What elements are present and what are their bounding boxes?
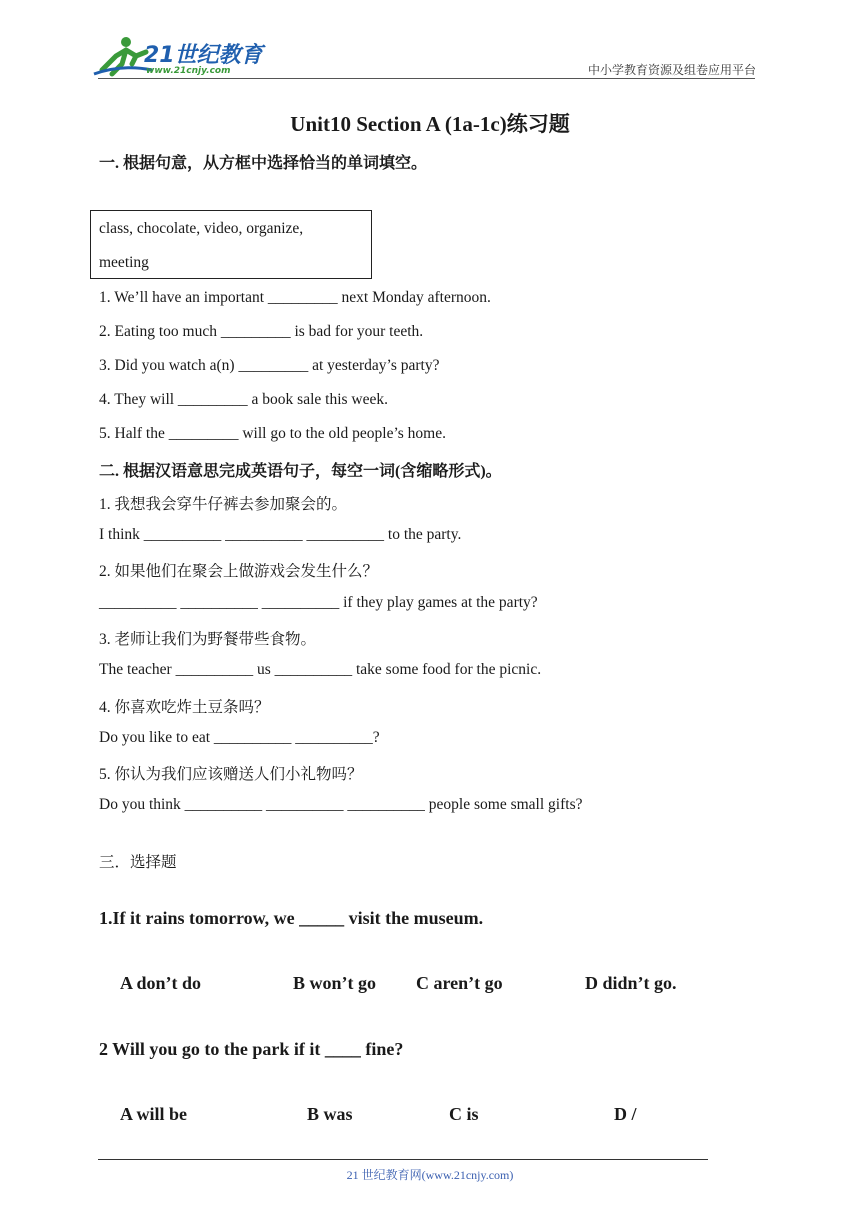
logo-text: 21世纪教育: [144, 43, 263, 68]
header-platform-text: 中小学教育资源及组卷应用平台: [587, 63, 756, 77]
part2-chinese: 4. 你喜欢吃炸土豆条吗？: [99, 699, 270, 716]
mc-option: B was: [307, 1104, 353, 1124]
part2-chinese: 5. 你认为我们应该赠送人们小礼物吗？: [99, 766, 363, 783]
part3-heading: 三．选择题: [99, 854, 177, 871]
mc-option: A don’t do: [120, 973, 202, 993]
part2-english: __________ __________ __________ if they play games at the party?: [99, 594, 538, 611]
part1-question: 5. Half the _________ will go to the old people’s home.: [99, 425, 446, 442]
header-divider: [98, 78, 755, 79]
word-box: [90, 210, 372, 279]
mc-option: B won’t go: [293, 973, 377, 993]
word-box-line: meeting: [99, 254, 149, 271]
part1-question: 2. Eating too much _________ is bad for your teeth.: [99, 323, 424, 340]
footer-divider: [98, 1159, 708, 1160]
mc-question: 1.If it rains tomorrow, we _____ visit the museum.: [99, 908, 484, 928]
mc-option: C is: [449, 1104, 479, 1124]
part2-english: I think __________ __________ __________ to the party.: [99, 526, 462, 543]
part1-question: 4. They will _________ a book sale this week.: [99, 391, 389, 408]
part2-english: The teacher __________ us __________ take some food for the picnic.: [99, 661, 542, 678]
part2-chinese: 3. 老师让我们为野餐带些食物。: [99, 631, 317, 648]
part2-chinese: 2. 如果他们在聚会上做游戏会发生什么？: [99, 563, 379, 580]
part2-english: Do you like to eat __________ __________?: [99, 729, 380, 746]
part2-english: Do you think __________ __________ __________ people some small gifts?: [99, 796, 583, 813]
part2-heading: 二. 根据汉语意思完成英语句子，每空一词(含缩略形式)。: [99, 463, 502, 480]
word-box-line: class, chocolate, video, organize,: [99, 220, 304, 237]
mc-option: D didn’t go.: [585, 973, 677, 993]
site-logo: [92, 34, 262, 80]
logo-url-text: www.21cnjy.com: [146, 66, 231, 76]
mc-option: A will be: [120, 1104, 188, 1124]
mc-question: 2 Will you go to the park if it ____ fine?: [99, 1039, 404, 1059]
page-title: Unit10 Section A (1a-1c)练习题: [290, 112, 570, 136]
part1-question: 3. Did you watch a(n) _________ at yesterday’s party?: [99, 357, 440, 374]
footer-link[interactable]: 21 世纪教育网(www.21cnjy.com): [346, 1168, 514, 1182]
mc-option: D /: [614, 1104, 637, 1124]
mc-option: C aren’t go: [416, 973, 503, 993]
part1-heading: 一. 根据句意，从方框中选择恰当的单词填空。: [99, 155, 428, 172]
part1-question: 1. We’ll have an important _________ next Monday afternoon.: [99, 289, 491, 306]
part2-chinese: 1. 我想我会穿牛仔裤去参加聚会的。: [99, 496, 348, 513]
